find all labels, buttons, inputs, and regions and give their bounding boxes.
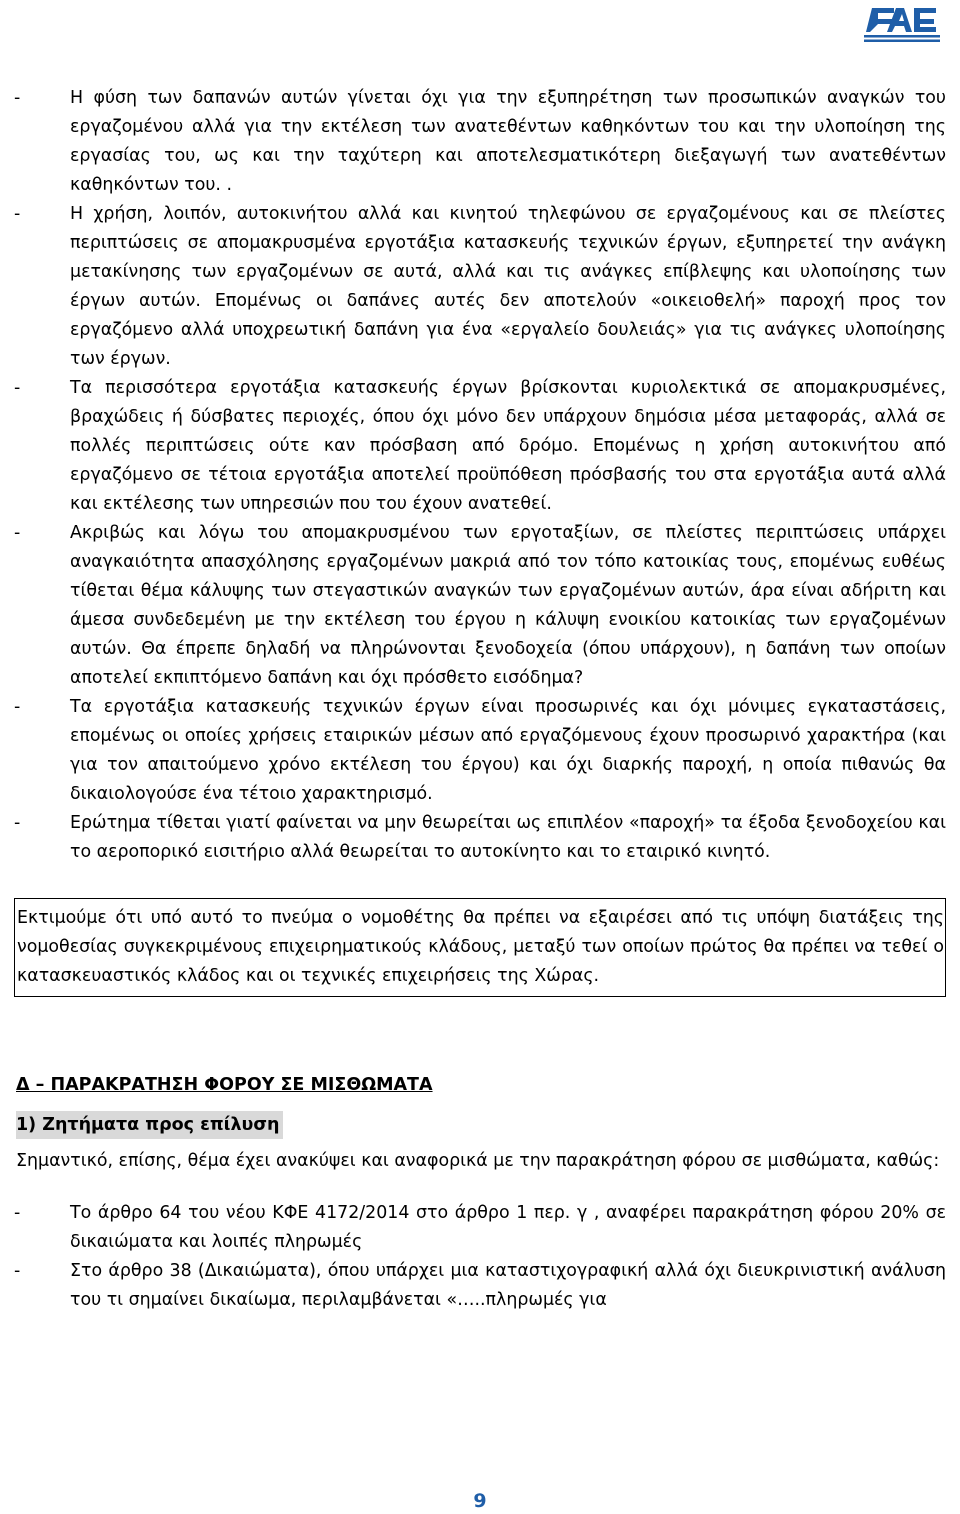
list-item <box>14 1199 946 1257</box>
bullet-text: Τα εργοτάξια κατασκευής τεχνικών έργων είναι προσωρινές και όχι μόνιμες εγκαταστάσεις, επομένως οι οποίες χρήσεις εταιρικών μέσων από εργαζόμενους έχουν προσωρινό χαρακτήρα (και για τον απαιτούμενο χρόνο εκτέλεση του έργου) και όχι διαρκής παροχή, η οποία πιθανώς θα δικαιολογούσε ένα τέτοιο χαρακτηρισμό. <box>70 697 946 804</box>
bullet-text: Τα περισσότερα εργοτάξια κατασκευής έργων βρίσκονται κυριολεκτικά σε απομακρυσμένες, βραχώδεις ή δύσβατες περιοχές, όπου όχι μόνο δεν υπάρχουν δημόσια μέσα μεταφοράς, αλλά σε πολλές περιπτώσεις ούτε καν πρόσβαση από δρόμο. Επομένως η χρήση αυτοκινήτου από εργαζόμενο σε τέτοια εργοτάξια αποτελεί προϋπόθεση πρόσβασής του στα εργοτάξια αυτά αλλά και εκτέλεσης των υπηρεσιών που του έχουν ανατεθεί. <box>70 378 946 514</box>
list-item <box>14 693 946 809</box>
section-bullet-list <box>14 1199 946 1315</box>
bullet-dash: - <box>14 204 21 224</box>
bullet-text: Ερώτημα τίθεται γιατί φαίνεται να μην θεωρείται ως επιπλέον «παροχή» τα έξοδα ξενοδοχείου και το αεροπορικό εισιτήριο αλλά θεωρείται το αυτοκίνητο και το εταιρικό κινητό. <box>70 813 946 862</box>
list-item <box>14 519 946 693</box>
document-body <box>14 84 946 1315</box>
note-box: Εκτιμούμε ότι υπό αυτό το πνεύμα ο νομοθέτης θα πρέπει να εξαιρέσει από τις υπόψη διατάξεις της νομοθεσίας συγκεκριμένους επιχειρηματικούς κλάδους, μεταξύ των οποίων πρώτος θα πρέπει να τεθεί ο κατασκευαστικός κλάδος και οι τεχνικές επιχειρήσεις της Χώρας. <box>14 898 946 997</box>
section-intro-paragraph: Σημαντικό, επίσης, θέμα έχει ανακύψει και αναφορικά με την παρακράτηση φόρου σε μισθώματα, καθώς: <box>16 1151 940 1171</box>
bullet-text: Η φύση των δαπανών αυτών γίνεται όχι για την εξυπηρέτηση των προσωπικών αναγκών του εργαζομένου αλλά για την εκτέλεση των ανατεθέντων καθηκόντων του και την υλοποίηση της εργασίας του, ως και την ταχύτερη και αποτελεσματικότερη διεξαγωγή των ανατεθέντων καθηκόντων του. . <box>70 88 946 195</box>
organization-logo-icon <box>862 4 942 44</box>
bullet-dash: - <box>14 697 21 717</box>
list-item <box>14 84 946 200</box>
list-item <box>14 1257 946 1315</box>
bullet-dash: - <box>14 523 21 543</box>
bullet-dash: - <box>14 813 21 833</box>
bullet-text: Στο άρθρο 38 (Δικαιώματα), όπου υπάρχει μια καταστιχογραφική αλλά όχι διευκρινιστική ανάλυση του τι σημαίνει δικαίωμα, περιλαμβάνεται «…..πληρωμές για <box>70 1261 946 1310</box>
bullet-text: Το άρθρο 64 του νέου ΚΦΕ 4172/2014 στο άρθρο 1 περ. γ , αναφέρει παρακράτηση φόρου 20% σε δικαιώματα και λοιπές πληρωμές <box>70 1203 946 1252</box>
bullet-dash: - <box>14 88 21 108</box>
list-item <box>14 200 946 374</box>
list-item <box>14 809 946 867</box>
bullet-dash: - <box>14 378 21 398</box>
bullet-dash: - <box>14 1203 21 1223</box>
list-item <box>14 374 946 519</box>
page-number: 9 <box>473 1490 487 1512</box>
bullet-text: Ακριβώς και λόγω του απομακρυσμένου των εργοταξίων, σε πλείστες περιπτώσεις υπάρχει αναγκαιότητα απασχόλησης εργαζομένων μακριά από τον τόπο κατοικίας τους, επομένως ευθέως τίθεται θέμα κάλυψης των στεγαστικών αναγκών των εργαζομένων αυτών, άρα είναι αδήριτη και άμεσα συνδεδεμένη με την εκτέλεση του έργου η κάλυψη ενοικίου κατοικίας των εργαζομένων αυτών. Θα έπρεπε δηλαδή να πληρώνονται ξενοδοχεία (όπου υπάρχουν), η δαπάνη των οποίων αποτελεί εκπιπτόμενο δαπάνη και όχι πρόσθετο εισόδημα? <box>70 523 946 688</box>
section-title: Δ – ΠΑΡΑΚΡΑΤΗΣΗ ΦΟΡΟΥ ΣΕ ΜΙΣΘΩΜΑΤΑ <box>16 1075 433 1095</box>
subsection-title: 1) Ζητήματα προς επίλυση <box>16 1111 283 1139</box>
bullet-text: Η χρήση, λοιπόν, αυτοκινήτου αλλά και κινητού τηλεφώνου σε εργαζομένους και σε πλείστες περιπτώσεις σε απομακρυσμένα εργοτάξια κατασκευής τεχνικών έργων, εξυπηρετεί την ανάγκη μετακίνησης των εργαζομένων σε αυτά, αλλά και τις ανάγκες επίβλεψης και υλοποίησης των έργων αυτών. Επομένως οι δαπάνες αυτές δεν αποτελούν «οικειοθελή» παροχή προς τον εργαζόμενο αλλά υποχρεωτική δαπάνη για ένα «εργαλείο δουλειάς» για τις ανάγκες υλοποίησης των έργων. <box>70 204 946 369</box>
bullet-dash: - <box>14 1261 21 1281</box>
bullet-list <box>14 84 946 867</box>
